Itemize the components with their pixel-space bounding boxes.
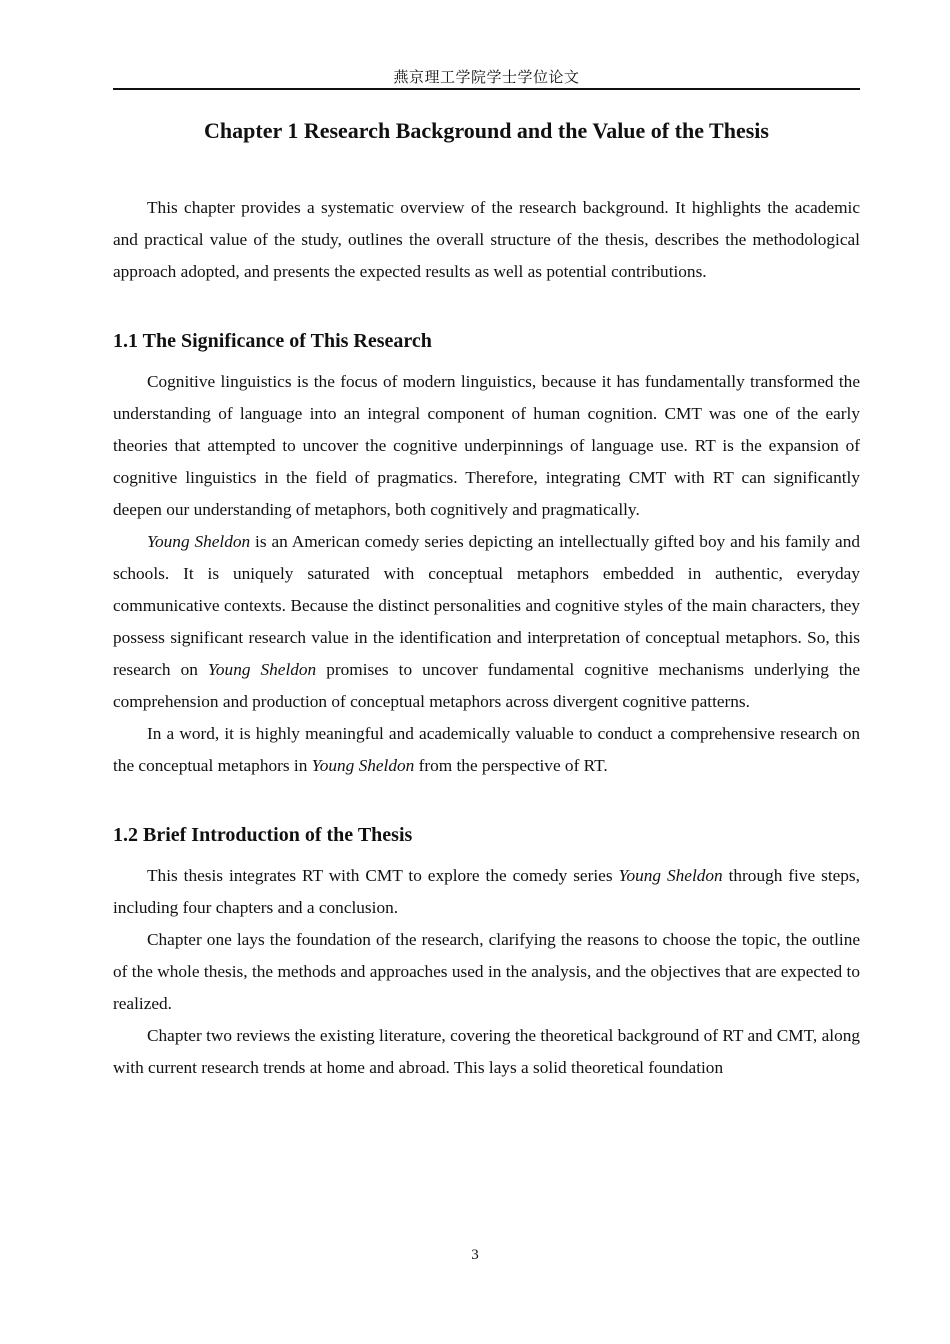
paragraph-text: through five steps, including four chapters and a conclusion.: [113, 866, 860, 917]
chapter-intro-paragraph: This chapter provides a systematic overview of the research background. It highlights the academic and practical value of the study, outlines the overall structure of the thesis, describes the methodological approach adopted, and presents the expected results as well as potential contributions.: [113, 198, 860, 281]
paragraph-text: promises to uncover fundamental cognitive mechanisms underlying the comprehension and production of conceptual metaphors across divergent cognitive patterns.: [113, 660, 860, 711]
section-1-2-paragraph-1: [113, 860, 860, 924]
running-header: [113, 66, 860, 90]
section-1-2-paragraph-3: Chapter two reviews the existing literature, covering the theoretical background of RT and CMT, along with current research trends at home and abroad. This lays a solid theoretical foundation: [113, 1026, 860, 1077]
section-1-1-paragraph-2: [113, 526, 860, 718]
page-body: [113, 110, 860, 1084]
header-title: 燕京理工学院学士学位论文: [393, 68, 580, 86]
series-title: Young Sheldon: [618, 866, 723, 885]
section-heading-1-1: 1.1 The Significance of This Research: [113, 330, 432, 352]
section-1-1-paragraph-1: Cognitive linguistics is the focus of modern linguistics, because it has fundamentally transformed the understanding of language into an integral component of human cognition. CMT was one of the early theories that attempted to uncover the cognitive underpinnings of language use. RT is the expansion of cognitive linguistics in the field of pragmatics. Therefore, integrating CMT with RT can significantly deepen our understanding of metaphors, both cognitively and pragmatically.: [113, 372, 860, 519]
section-heading-1-2: 1.2 Brief Introduction of the Thesis: [113, 824, 413, 846]
paragraph-text: from the perspective of RT.: [414, 756, 608, 775]
section-spacer: [113, 288, 860, 324]
chapter-title: Chapter 1 Research Background and the Value of the Thesis: [204, 118, 769, 143]
section-1-1-paragraph-3: [113, 718, 860, 782]
section-spacer: [113, 782, 860, 818]
paragraph-text: This thesis integrates RT with CMT to explore the comedy series: [147, 866, 619, 885]
page-number: 3: [471, 1247, 479, 1263]
paragraph-text: In a word, it is highly meaningful and academically valuable to conduct a comprehensive research on the conceptual metaphors in: [113, 724, 860, 775]
series-title: Young Sheldon: [207, 660, 317, 679]
section-1-2-paragraph-2: Chapter one lays the foundation of the research, clarifying the reasons to choose the topic, the outline of the whole thesis, the methods and approaches used in the analysis, and the objectives that are expected to realized.: [113, 930, 860, 1013]
paragraph-text: is an American comedy series depicting an intellectually gifted boy and his family and schools. It is uniquely saturated with conceptual metaphors embedded in authentic, everyday communicative contexts. Because the distinct personalities and cognitive styles of the main characters, they possess significant research value in the identification and interpretation of conceptual metaphors. So, this research on: [113, 532, 860, 679]
series-title: Young Sheldon: [311, 756, 415, 775]
series-title: Young Sheldon: [147, 532, 251, 551]
